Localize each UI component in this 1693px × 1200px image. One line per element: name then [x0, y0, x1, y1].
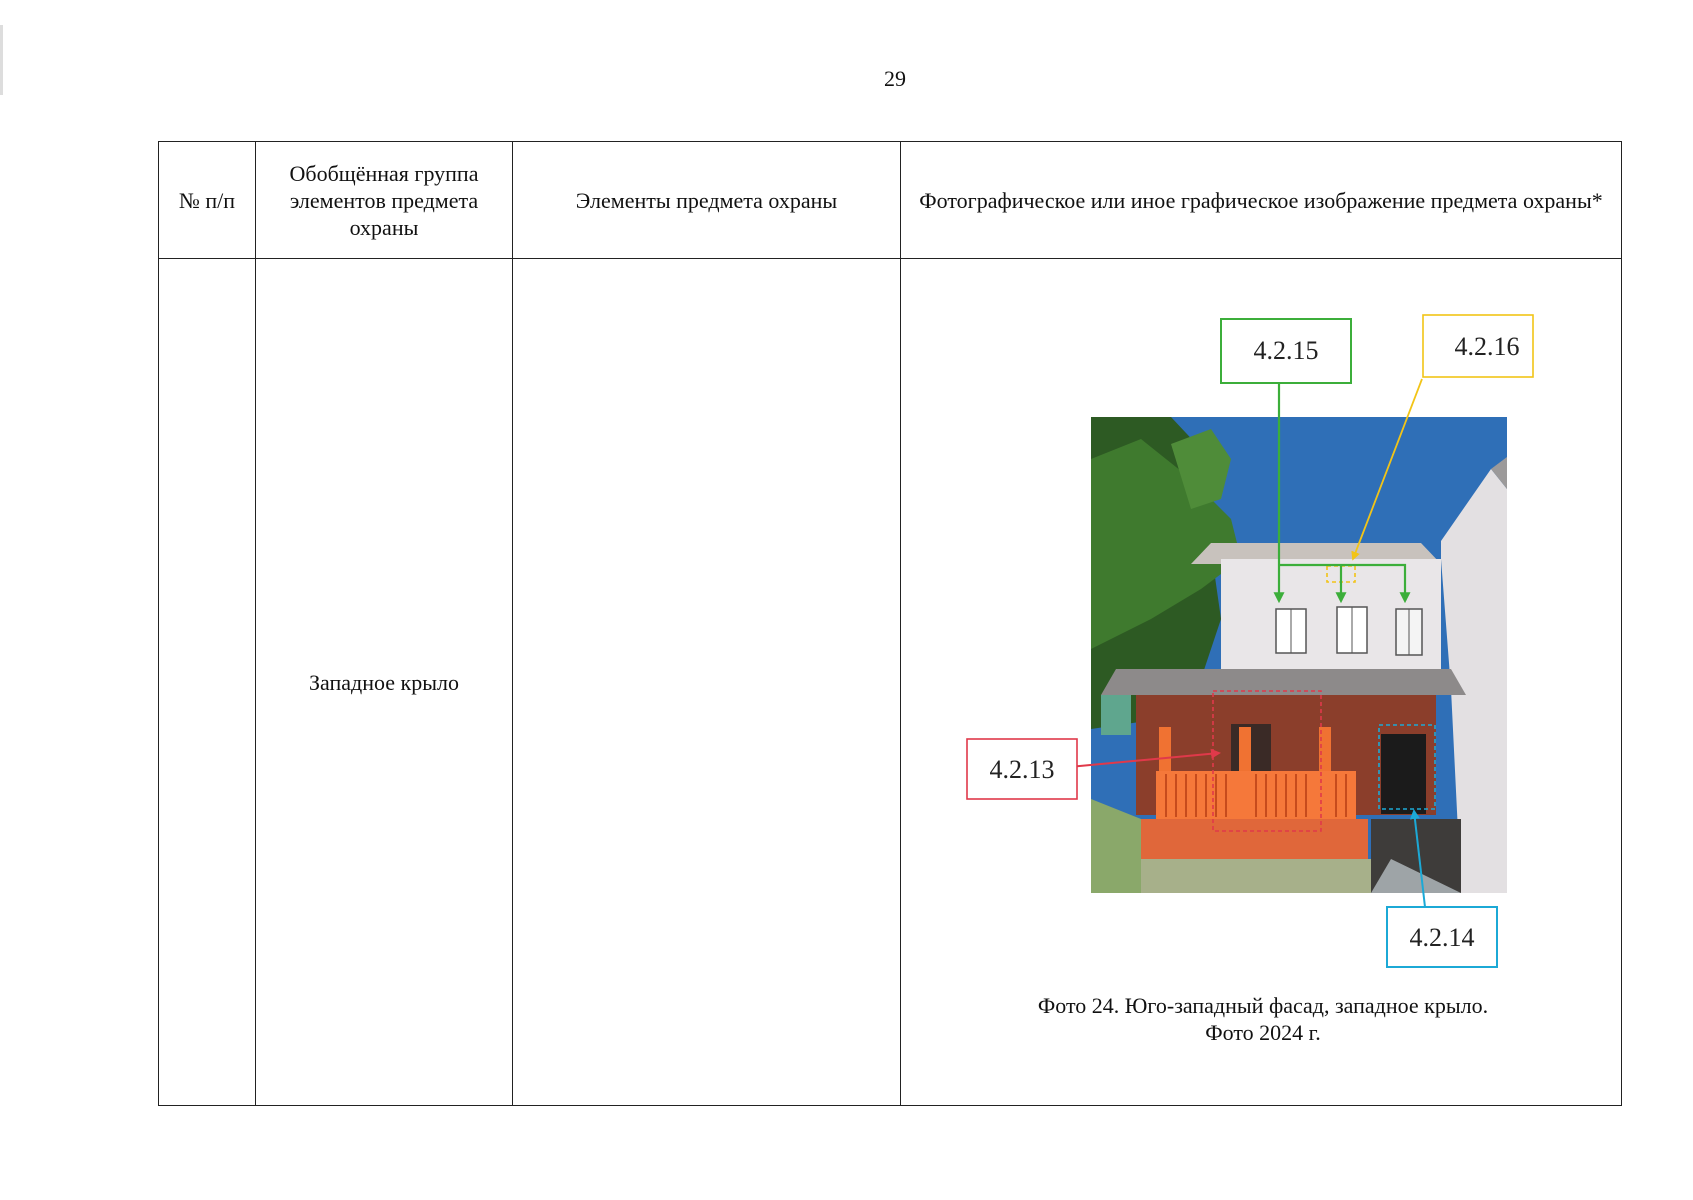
building-photo: [1091, 417, 1507, 893]
header-group: Обобщённая группа элементов предмета охраны: [256, 142, 513, 259]
table-header-row: [159, 142, 1622, 259]
header-number: № п/п: [159, 142, 256, 259]
page-number: 29: [884, 66, 906, 91]
svg-text:4.2.13: 4.2.13: [989, 755, 1055, 784]
table-row: [159, 259, 1622, 1106]
svg-text:4.2.14: 4.2.14: [1409, 923, 1475, 952]
svg-text:4.2.15: 4.2.15: [1253, 336, 1319, 365]
cell-number: [159, 259, 256, 1106]
cell-elements: [513, 259, 901, 1106]
cell-group: Западное крыло: [256, 259, 513, 1106]
header-elements: Элементы предмета охраны: [513, 142, 901, 259]
photo-caption: [921, 992, 1605, 1046]
photo-area: [901, 259, 1625, 1107]
label-4-2-15: [1221, 319, 1351, 383]
caption-line-1: Фото 24. Юго-западный фасад, западное крыло.: [1037, 993, 1489, 1018]
label-4-2-14: [1387, 907, 1497, 967]
protection-table: [158, 141, 1622, 1106]
label-4-2-13: [967, 739, 1077, 799]
annotated-photo: [901, 259, 1625, 1107]
label-4-2-16: [1423, 315, 1533, 377]
cell-photo: [901, 259, 1622, 1106]
svg-text:4.2.16: 4.2.16: [1454, 332, 1520, 361]
caption-line-2: Фото 2024 г.: [1205, 1020, 1321, 1045]
header-photo: Фотографическое или иное графическое изображение предмета охраны*: [901, 142, 1622, 259]
